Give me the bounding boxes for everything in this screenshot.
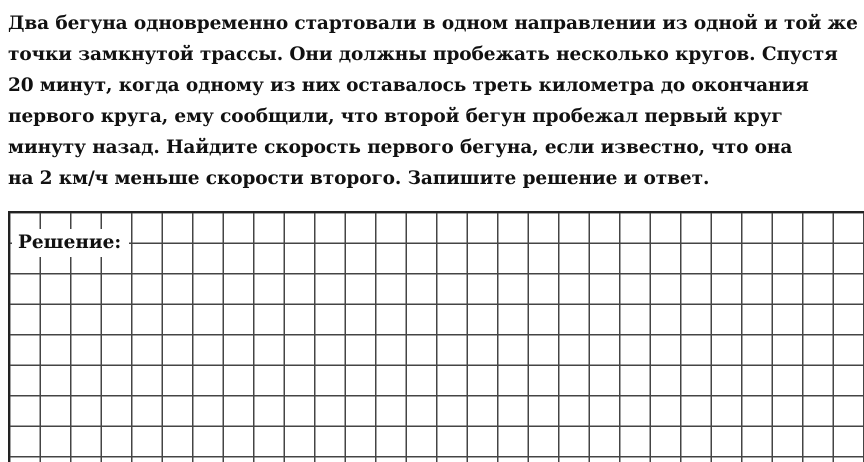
problem-line-5: минуту назад. Найдите скорость первого бегуна, если известно, что она: [8, 137, 793, 158]
solution-label: Решение:: [12, 229, 129, 257]
problem-text: [8, 8, 864, 194]
problem-line-2: точки замкнутой трассы. Они должны пробежать несколько кругов. Спустя: [8, 44, 838, 65]
answer-grid[interactable]: [8, 211, 864, 462]
problem-line-4: первого круга, ему сообщили, что второй бегун пробежал первый круг: [8, 106, 783, 127]
problem-line-3: 20 минут, когда одному из них оставалось треть километра до окончания: [8, 75, 809, 96]
problem-line-6: на 2 км/ч меньше скорости второго. Запишите решение и ответ.: [8, 168, 710, 189]
problem-line-1: Два бегуна одновременно стартовали в одном направлении из одной и той же: [8, 13, 858, 34]
